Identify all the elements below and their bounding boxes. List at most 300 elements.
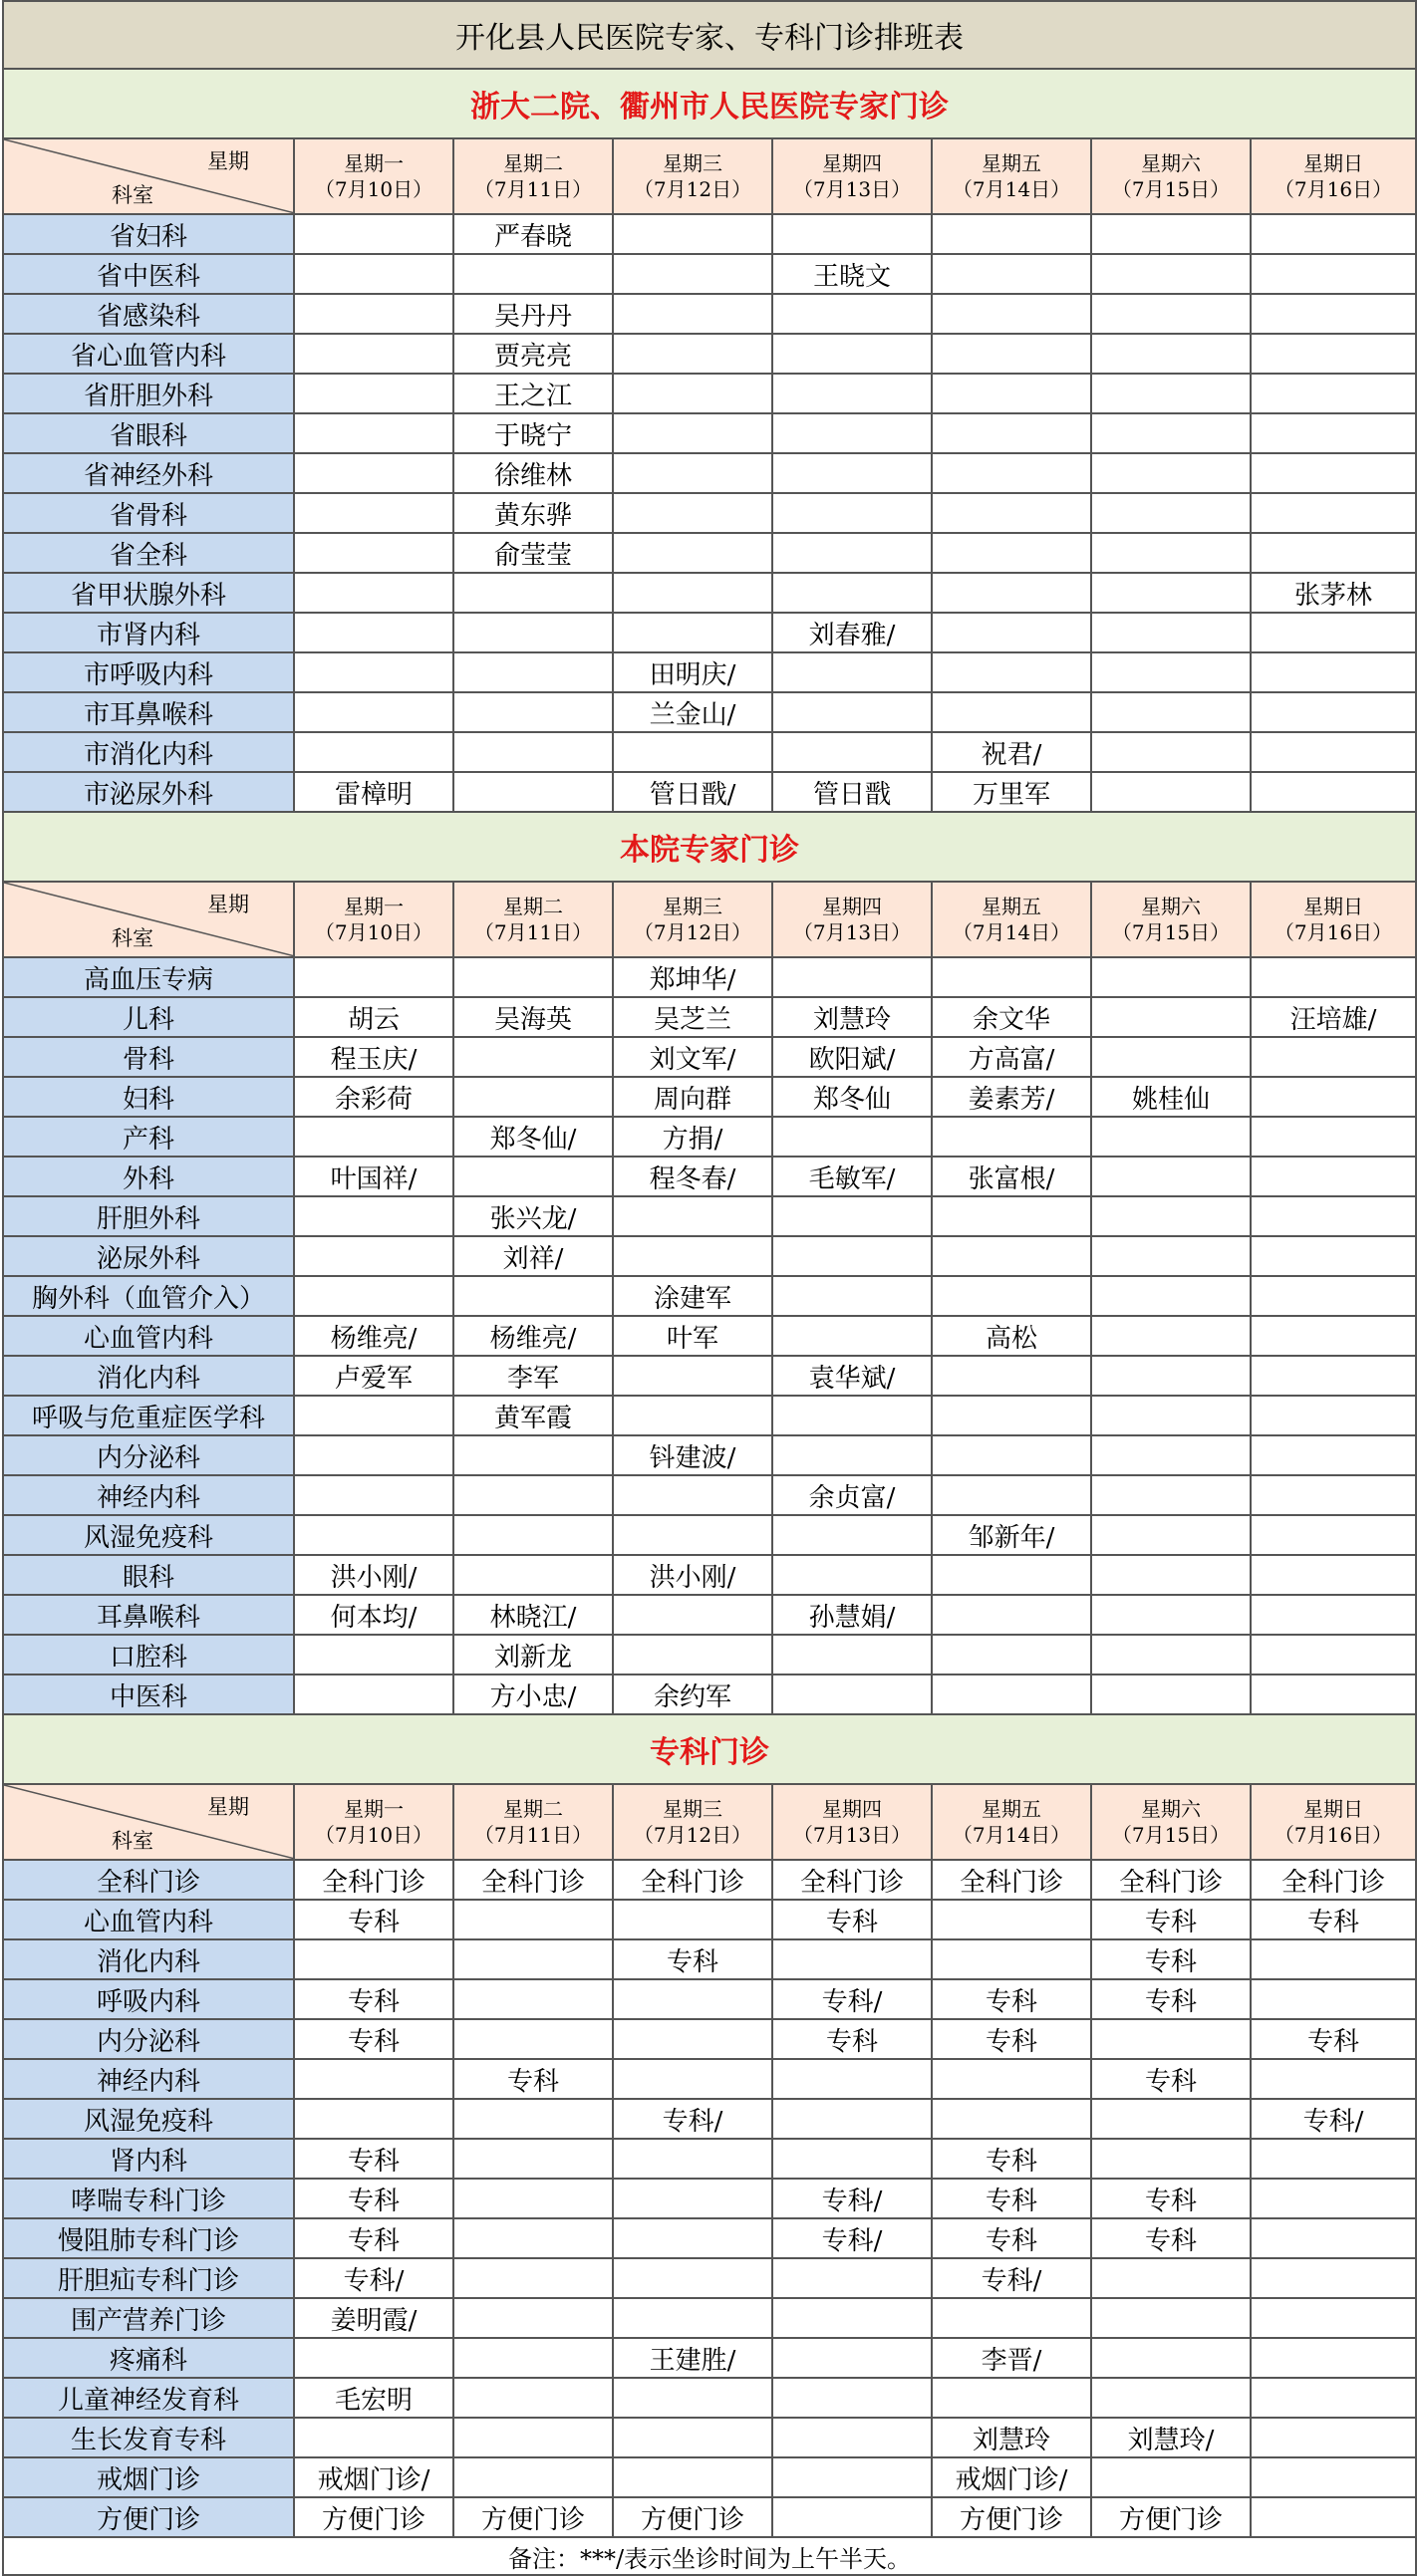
schedule-cell: 专科/ [772, 2218, 932, 2258]
dept-cell: 内分泌科 [3, 1435, 294, 1475]
schedule-cell: 高松 [932, 1316, 1091, 1356]
schedule-cell [613, 533, 772, 573]
schedule-cell: 专科 [613, 1939, 772, 1979]
schedule-cell: 钭建波/ [613, 1435, 772, 1475]
section-title-row [3, 812, 1416, 882]
dept-cell: 市肾内科 [3, 613, 294, 652]
note-text: 备注：***/表示坐诊时间为上午半天。 [3, 2537, 1416, 2575]
schedule-cell [613, 2258, 772, 2298]
schedule-cell: 张富根/ [932, 1157, 1091, 1196]
schedule-cell [453, 613, 613, 652]
day-header [1251, 138, 1416, 214]
schedule-cell [453, 1037, 613, 1077]
schedule-table [2, 0, 1417, 2576]
schedule-cell [294, 254, 453, 294]
section-title: 专科门诊 [3, 1714, 1416, 1784]
schedule-cell [1251, 652, 1416, 692]
schedule-cell: 全科门诊 [453, 1860, 613, 1900]
schedule-cell: 田明庆/ [613, 652, 772, 692]
schedule-cell [772, 1196, 932, 1236]
schedule-cell [932, 573, 1091, 613]
schedule-cell [613, 2019, 772, 2059]
schedule-cell [932, 1117, 1091, 1157]
table-row [3, 2457, 1416, 2497]
day-name: 星期二 [503, 151, 563, 175]
section-title: 浙大二院、衢州市人民医院专家门诊 [3, 69, 1416, 138]
day-header [932, 138, 1091, 214]
schedule-cell [453, 2218, 613, 2258]
dept-cell: 神经内科 [3, 2059, 294, 2099]
schedule-cell [772, 1939, 932, 1979]
schedule-cell: 全科门诊 [1251, 1860, 1416, 1900]
day-date: （7月10日） [314, 1823, 433, 1847]
day-date: （7月15日） [1111, 920, 1231, 944]
schedule-cell [1251, 214, 1416, 254]
table-row [3, 2418, 1416, 2457]
schedule-cell [772, 1635, 932, 1674]
day-name: 星期日 [1303, 151, 1363, 175]
schedule-cell: 专科 [932, 2019, 1091, 2059]
schedule-cell [1251, 1316, 1416, 1356]
schedule-cell [613, 2218, 772, 2258]
schedule-cell [1251, 1037, 1416, 1077]
table-row [3, 1276, 1416, 1316]
dept-cell: 省神经外科 [3, 453, 294, 493]
schedule-cell: 全科门诊 [772, 1860, 932, 1900]
schedule-cell: 何本均/ [294, 1595, 453, 1635]
schedule-cell [294, 2099, 453, 2139]
schedule-cell [1251, 493, 1416, 533]
table-row [3, 1595, 1416, 1635]
schedule-cell [1091, 214, 1251, 254]
schedule-cell [772, 652, 932, 692]
schedule-cell [453, 692, 613, 732]
table-row [3, 2179, 1416, 2218]
schedule-cell: 方捐/ [613, 1117, 772, 1157]
dept-cell: 慢阻肺专科门诊 [3, 2218, 294, 2258]
schedule-cell [294, 374, 453, 413]
schedule-cell [453, 2139, 613, 2179]
schedule-cell [932, 1939, 1091, 1979]
day-name: 星期三 [663, 151, 722, 175]
schedule-cell [772, 957, 932, 997]
schedule-cell: 王建胜/ [613, 2338, 772, 2378]
schedule-cell [772, 533, 932, 573]
dept-cell: 肝胆外科 [3, 1196, 294, 1236]
day-name: 星期一 [344, 151, 404, 175]
schedule-cell: 方便门诊 [294, 2497, 453, 2537]
schedule-cell [772, 1236, 932, 1276]
schedule-cell [613, 1356, 772, 1396]
schedule-cell: 李晋/ [932, 2338, 1091, 2378]
day-name: 星期日 [1303, 1797, 1363, 1821]
schedule-cell [1091, 692, 1251, 732]
day-date: （7月15日） [1111, 1823, 1231, 1847]
table-row [3, 1979, 1416, 2019]
schedule-cell [294, 613, 453, 652]
schedule-cell: 专科/ [772, 2179, 932, 2218]
schedule-cell [1251, 1236, 1416, 1276]
schedule-cell: 王之江 [453, 374, 613, 413]
schedule-cell [1091, 2378, 1251, 2418]
schedule-cell: 杨维亮/ [294, 1316, 453, 1356]
day-header [453, 882, 613, 957]
day-date: （7月14日） [952, 177, 1071, 201]
schedule-cell [453, 2457, 613, 2497]
schedule-cell: 专科 [932, 2179, 1091, 2218]
section-title: 本院专家门诊 [3, 812, 1416, 882]
table-row [3, 2139, 1416, 2179]
schedule-cell [1251, 1077, 1416, 1117]
schedule-cell [1251, 2418, 1416, 2457]
schedule-cell [1091, 1316, 1251, 1356]
day-date: （7月14日） [952, 1823, 1071, 1847]
schedule-cell [1251, 1595, 1416, 1635]
schedule-cell [1251, 2139, 1416, 2179]
schedule-cell [932, 2059, 1091, 2099]
schedule-cell [613, 1475, 772, 1515]
day-name: 星期一 [344, 895, 404, 918]
day-name: 星期四 [822, 895, 882, 918]
schedule-cell: 管日戬/ [613, 772, 772, 812]
dept-cell: 省感染科 [3, 294, 294, 334]
schedule-cell [932, 374, 1091, 413]
schedule-cell: 王晓文 [772, 254, 932, 294]
schedule-cell: 专科/ [294, 2258, 453, 2298]
schedule-cell [1251, 772, 1416, 812]
table-row [3, 1900, 1416, 1939]
schedule-cell [772, 1276, 932, 1316]
schedule-cell [1091, 613, 1251, 652]
table-row [3, 1077, 1416, 1117]
table-row [3, 2059, 1416, 2099]
day-header [1091, 1784, 1251, 1860]
schedule-cell: 程冬春/ [613, 1157, 772, 1196]
day-date: （7月11日） [473, 1823, 593, 1847]
schedule-cell: 李军 [453, 1356, 613, 1396]
schedule-cell [772, 334, 932, 374]
schedule-cell [772, 1555, 932, 1595]
schedule-cell: 专科 [294, 2139, 453, 2179]
schedule-cell [613, 374, 772, 413]
schedule-cell [772, 2378, 932, 2418]
schedule-cell [1251, 334, 1416, 374]
dept-cell: 哮喘专科门诊 [3, 2179, 294, 2218]
schedule-cell [1091, 2019, 1251, 2059]
schedule-cell: 全科门诊 [613, 1860, 772, 1900]
schedule-cell: 专科 [772, 1900, 932, 1939]
schedule-cell [772, 2418, 932, 2457]
schedule-cell [1091, 413, 1251, 453]
schedule-cell [932, 294, 1091, 334]
schedule-cell [772, 732, 932, 772]
dept-cell: 口腔科 [3, 1635, 294, 1674]
day-name: 星期日 [1303, 895, 1363, 918]
schedule-cell [453, 1435, 613, 1475]
table-row [3, 1196, 1416, 1236]
schedule-cell [1251, 957, 1416, 997]
schedule-cell [453, 2099, 613, 2139]
schedule-cell [1091, 1595, 1251, 1635]
schedule-cell [932, 613, 1091, 652]
schedule-cell: 专科 [1091, 2059, 1251, 2099]
schedule-cell: 专科 [932, 2218, 1091, 2258]
schedule-cell [1091, 1475, 1251, 1515]
schedule-cell: 刘慧玲/ [1091, 2418, 1251, 2457]
header-corner [3, 1784, 294, 1860]
schedule-cell: 专科 [1091, 1939, 1251, 1979]
schedule-cell [613, 2298, 772, 2338]
schedule-cell [294, 692, 453, 732]
schedule-cell: 专科 [772, 2019, 932, 2059]
schedule-cell: 全科门诊 [294, 1860, 453, 1900]
schedule-cell [1091, 1037, 1251, 1077]
day-name: 星期四 [822, 151, 882, 175]
schedule-cell [294, 214, 453, 254]
schedule-cell [613, 2418, 772, 2457]
dept-cell: 胸外科（血管介入） [3, 1276, 294, 1316]
corner-week-label: 星期 [207, 149, 249, 173]
schedule-cell [1091, 2457, 1251, 2497]
schedule-cell [1251, 2457, 1416, 2497]
schedule-cell [1091, 1396, 1251, 1435]
table-row [3, 1236, 1416, 1276]
schedule-cell [294, 1396, 453, 1435]
schedule-cell: 专科 [294, 1900, 453, 1939]
schedule-cell: 吴海英 [453, 997, 613, 1037]
schedule-cell [613, 334, 772, 374]
schedule-cell: 胡云 [294, 997, 453, 1037]
schedule-cell: 周向群 [613, 1077, 772, 1117]
table-row [3, 1117, 1416, 1157]
note-row [3, 2537, 1416, 2575]
schedule-cell [772, 1316, 932, 1356]
schedule-cell: 万里军 [932, 772, 1091, 812]
schedule-cell [1091, 1635, 1251, 1674]
schedule-cell [294, 413, 453, 453]
schedule-cell: 卢爱军 [294, 1356, 453, 1396]
day-header [932, 882, 1091, 957]
schedule-cell [294, 1674, 453, 1714]
corner-dept-label: 科室 [112, 926, 153, 950]
schedule-cell [453, 2298, 613, 2338]
table-row [3, 2099, 1416, 2139]
schedule-cell: 余文华 [932, 997, 1091, 1037]
schedule-cell [1091, 1196, 1251, 1236]
schedule-cell: 洪小刚/ [294, 1555, 453, 1595]
table-row [3, 2338, 1416, 2378]
table-row [3, 692, 1416, 732]
schedule-cell [294, 573, 453, 613]
day-date: （7月16日） [1274, 1823, 1393, 1847]
title-row [3, 1, 1416, 69]
schedule-cell: 俞莹莹 [453, 533, 613, 573]
page-title: 开化县人民医院专家、专科门诊排班表 [3, 1, 1416, 69]
day-header [772, 882, 932, 957]
schedule-cell [772, 692, 932, 732]
schedule-cell [294, 2418, 453, 2457]
schedule-cell: 汪培雄/ [1251, 997, 1416, 1037]
corner-week-label: 星期 [207, 1795, 249, 1819]
dept-cell: 骨科 [3, 1037, 294, 1077]
dept-cell: 疼痛科 [3, 2338, 294, 2378]
schedule-cell [294, 2338, 453, 2378]
day-header [613, 882, 772, 957]
schedule-cell [1251, 1196, 1416, 1236]
schedule-cell: 邹新年/ [932, 1515, 1091, 1555]
schedule-cell [613, 453, 772, 493]
schedule-cell: 毛宏明 [294, 2378, 453, 2418]
dept-cell: 生长发育专科 [3, 2418, 294, 2457]
schedule-cell [772, 2497, 932, 2537]
schedule-cell: 专科 [1091, 2218, 1251, 2258]
dept-cell: 市泌尿外科 [3, 772, 294, 812]
table-row [3, 2019, 1416, 2059]
schedule-cell [453, 1979, 613, 2019]
schedule-cell: 袁华斌/ [772, 1356, 932, 1396]
schedule-cell [772, 2099, 932, 2139]
dept-cell: 肝胆疝专科门诊 [3, 2258, 294, 2298]
schedule-cell [772, 294, 932, 334]
schedule-cell [772, 214, 932, 254]
day-name: 星期六 [1141, 1797, 1201, 1821]
schedule-cell [294, 294, 453, 334]
schedule-cell [1251, 413, 1416, 453]
schedule-cell [294, 1939, 453, 1979]
schedule-cell [932, 692, 1091, 732]
schedule-cell [294, 453, 453, 493]
schedule-cell [772, 1435, 932, 1475]
schedule-cell [613, 1900, 772, 1939]
table-row [3, 1515, 1416, 1555]
table-row [3, 294, 1416, 334]
schedule-cell [932, 2099, 1091, 2139]
header-row [3, 1784, 1416, 1860]
schedule-cell [613, 2059, 772, 2099]
schedule-cell [1251, 1356, 1416, 1396]
table-row [3, 413, 1416, 453]
schedule-cell [932, 1236, 1091, 1276]
schedule-cell [1251, 1157, 1416, 1196]
schedule-cell: 欧阳斌/ [772, 1037, 932, 1077]
schedule-cell [932, 1276, 1091, 1316]
schedule-cell [453, 1077, 613, 1117]
schedule-cell [932, 1396, 1091, 1435]
day-date: （7月14日） [952, 920, 1071, 944]
schedule-cell: 专科/ [613, 2099, 772, 2139]
day-date: （7月16日） [1274, 920, 1393, 944]
schedule-cell [1251, 1555, 1416, 1595]
schedule-cell [613, 2457, 772, 2497]
dept-cell: 省中医科 [3, 254, 294, 294]
schedule-cell [294, 1196, 453, 1236]
table-row [3, 2497, 1416, 2537]
schedule-cell [613, 493, 772, 533]
header-row [3, 882, 1416, 957]
schedule-cell [453, 957, 613, 997]
schedule-cell [1251, 2298, 1416, 2338]
schedule-cell [1251, 453, 1416, 493]
schedule-cell: 姜明霞/ [294, 2298, 453, 2338]
schedule-cell: 雷樟明 [294, 772, 453, 812]
schedule-cell [453, 1475, 613, 1515]
schedule-cell [772, 1515, 932, 1555]
schedule-cell: 专科 [294, 1979, 453, 2019]
schedule-cell [1091, 1117, 1251, 1157]
schedule-cell [613, 413, 772, 453]
day-header [772, 1784, 932, 1860]
schedule-cell [1091, 2099, 1251, 2139]
schedule-cell [613, 2179, 772, 2218]
schedule-cell [1091, 957, 1251, 997]
schedule-cell [613, 214, 772, 254]
schedule-cell [932, 1635, 1091, 1674]
schedule-cell [772, 2059, 932, 2099]
schedule-cell [613, 1196, 772, 1236]
schedule-cell: 黄东骅 [453, 493, 613, 533]
schedule-cell: 专科 [1091, 1979, 1251, 2019]
schedule-cell [1251, 1979, 1416, 2019]
table-row [3, 2378, 1416, 2418]
day-header [613, 1784, 772, 1860]
dept-cell: 戒烟门诊 [3, 2457, 294, 2497]
schedule-cell [1091, 493, 1251, 533]
table-row [3, 997, 1416, 1037]
table-row [3, 1555, 1416, 1595]
section-title-row [3, 69, 1416, 138]
schedule-cell [772, 413, 932, 453]
schedule-cell: 孙慧娟/ [772, 1595, 932, 1635]
table-row [3, 1396, 1416, 1435]
schedule-cell [1251, 1515, 1416, 1555]
dept-cell: 外科 [3, 1157, 294, 1196]
dept-cell: 市消化内科 [3, 732, 294, 772]
table-row [3, 1860, 1416, 1900]
schedule-cell: 张茅林 [1251, 573, 1416, 613]
table-row [3, 732, 1416, 772]
day-name: 星期三 [663, 1797, 722, 1821]
dept-cell: 耳鼻喉科 [3, 1595, 294, 1635]
dept-cell: 眼科 [3, 1555, 294, 1595]
day-header [294, 1784, 453, 1860]
schedule-cell: 方便门诊 [453, 2497, 613, 2537]
schedule-cell [613, 613, 772, 652]
day-header [453, 138, 613, 214]
dept-cell: 省全科 [3, 533, 294, 573]
table-row [3, 1356, 1416, 1396]
schedule-cell: 洪小刚/ [613, 1555, 772, 1595]
schedule-cell: 刘新龙 [453, 1635, 613, 1674]
schedule-cell [1251, 533, 1416, 573]
schedule-cell [932, 254, 1091, 294]
schedule-cell: 郑坤华/ [613, 957, 772, 997]
schedule-cell [1251, 2258, 1416, 2298]
table-row [3, 1939, 1416, 1979]
table-row [3, 573, 1416, 613]
day-header [613, 138, 772, 214]
schedule-cell: 姚桂仙 [1091, 1077, 1251, 1117]
schedule-cell: 专科 [294, 2218, 453, 2258]
schedule-cell: 吴丹丹 [453, 294, 613, 334]
schedule-cell [294, 1515, 453, 1555]
schedule-cell: 郑冬仙/ [453, 1117, 613, 1157]
schedule-cell: 张兴龙/ [453, 1196, 613, 1236]
day-date: （7月12日） [633, 1823, 752, 1847]
schedule-cell: 专科 [1091, 1900, 1251, 1939]
dept-cell: 省心血管内科 [3, 334, 294, 374]
day-header [1251, 882, 1416, 957]
table-row [3, 2298, 1416, 2338]
